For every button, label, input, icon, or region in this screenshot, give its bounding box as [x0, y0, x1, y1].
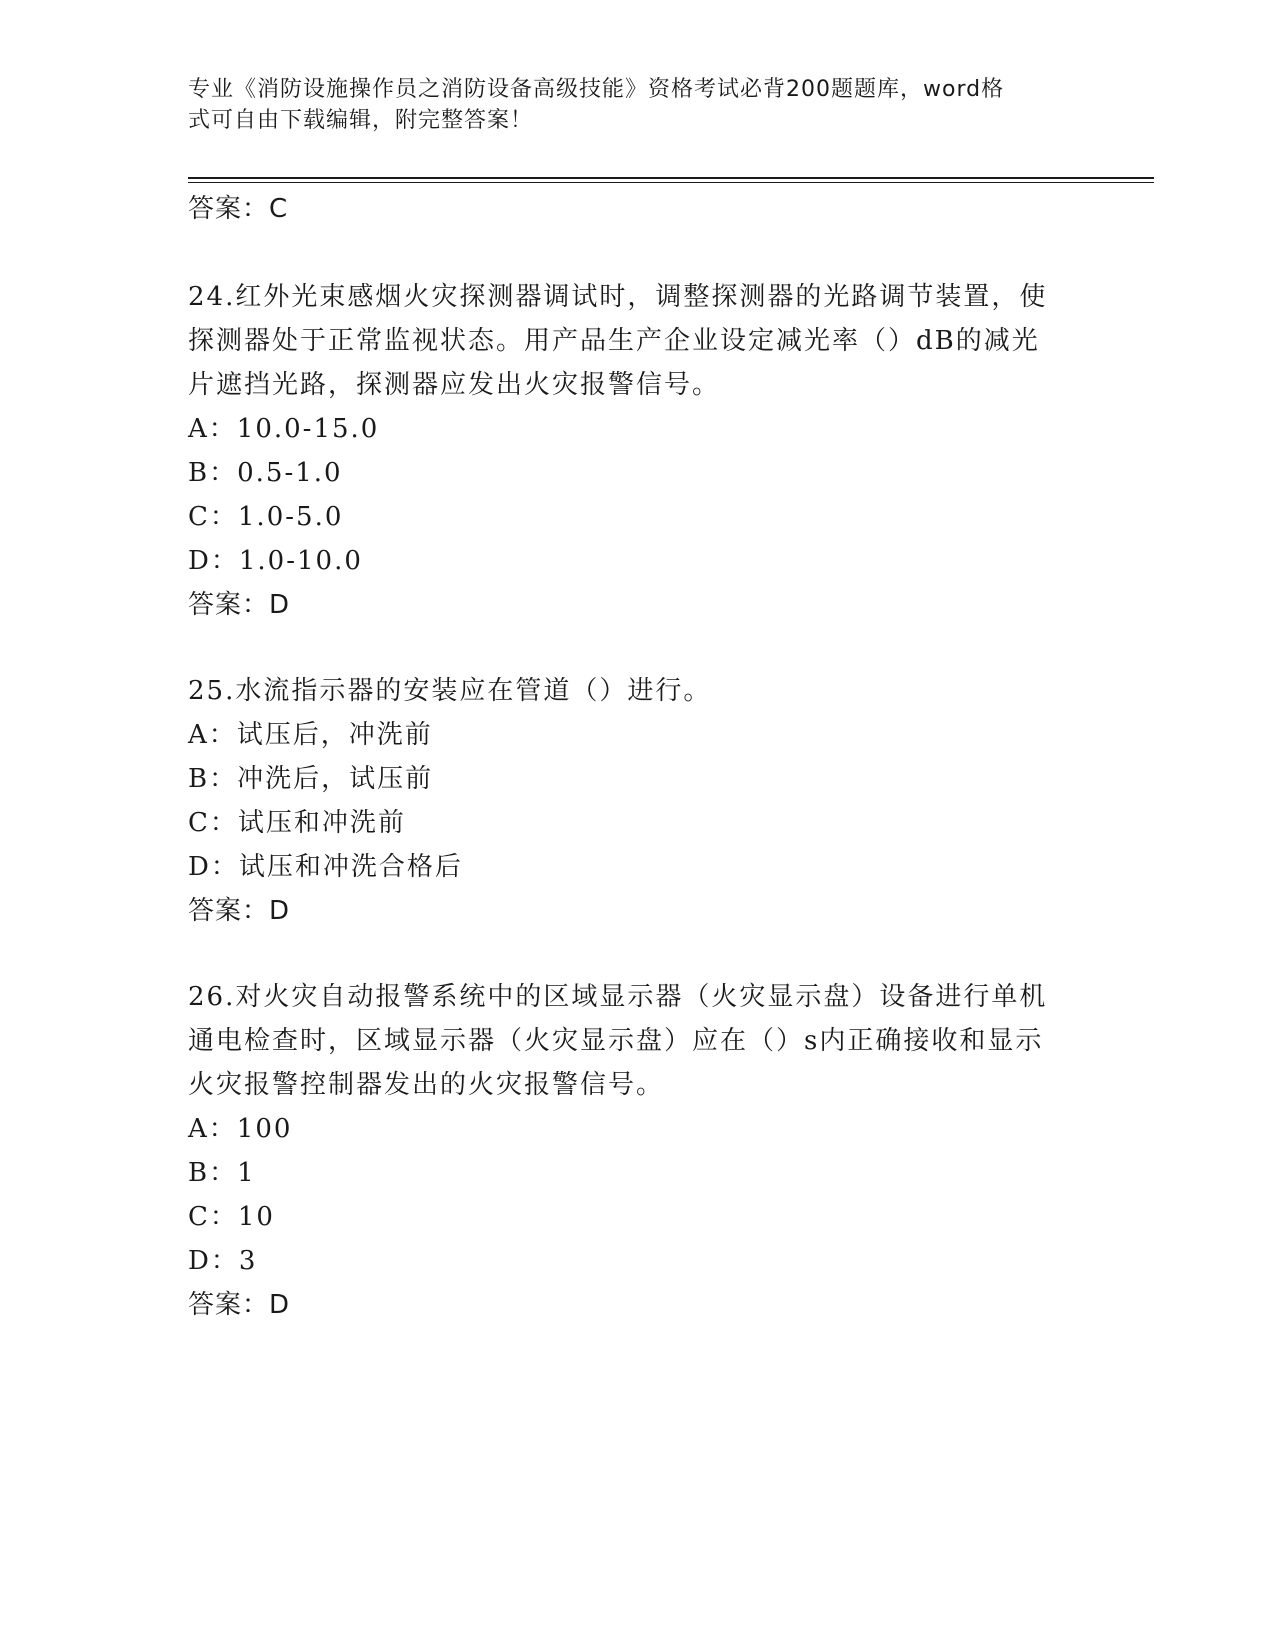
question-26-stem-line-2: 通电检查时，区域显示器（火灾显示盘）应在（）s内正确接收和显示 — [188, 1026, 1044, 1056]
question-26-stem-line-1: 26.对火灾自动报警系统中的区域显示器（火灾显示盘）设备进行单机 — [188, 982, 1048, 1012]
header-line-1: 专业《消防设施操作员之消防设备高级技能》资格考试必背200题题库，word格 — [188, 77, 1005, 102]
question-26-option-d: D：3 — [188, 1246, 258, 1276]
question-26-option-c: C：10 — [188, 1202, 275, 1232]
question-24-answer: 答案：D — [188, 590, 291, 620]
question-25-answer: 答案：D — [188, 896, 291, 926]
header-divider-thin — [188, 182, 1154, 183]
question-24-option-a: A：10.0-15.0 — [188, 414, 380, 444]
question-24-stem-line-1: 24.红外光束感烟火灾探测器调试时，调整探测器的光路调节装置，使 — [188, 282, 1048, 312]
question-25-option-b: B：冲洗后，试压前 — [188, 764, 434, 794]
question-25-option-c: C：试压和冲洗前 — [188, 808, 406, 838]
question-26-answer: 答案：D — [188, 1290, 291, 1320]
question-24-option-d: D：1.0-10.0 — [188, 546, 363, 576]
question-26-stem-line-3: 火灾报警控制器发出的火灾报警信号。 — [188, 1070, 665, 1100]
question-24-option-b: B：0.5-1.0 — [188, 458, 343, 488]
header-divider-thick — [188, 177, 1154, 179]
header-line-2: 式可自由下载编辑，附完整答案！ — [188, 108, 534, 133]
question-25-stem-line-1: 25.水流指示器的安装应在管道（）进行。 — [188, 676, 712, 706]
question-24-stem-line-2: 探测器处于正常监视状态。用产品生产企业设定减光率（）dB的减光 — [188, 326, 1040, 356]
question-26-option-b: B：1 — [188, 1158, 256, 1188]
question-24-stem-line-3: 片遮挡光路，探测器应发出火灾报警信号。 — [188, 370, 721, 400]
document-header — [188, 74, 1088, 136]
previous-answer: 答案：C — [188, 194, 289, 224]
question-24-option-c: C：1.0-5.0 — [188, 502, 344, 532]
question-25-option-d: D：试压和冲洗合格后 — [188, 852, 463, 882]
question-26-option-a: A：100 — [188, 1114, 293, 1144]
question-25-option-a: A：试压后，冲洗前 — [188, 720, 433, 750]
